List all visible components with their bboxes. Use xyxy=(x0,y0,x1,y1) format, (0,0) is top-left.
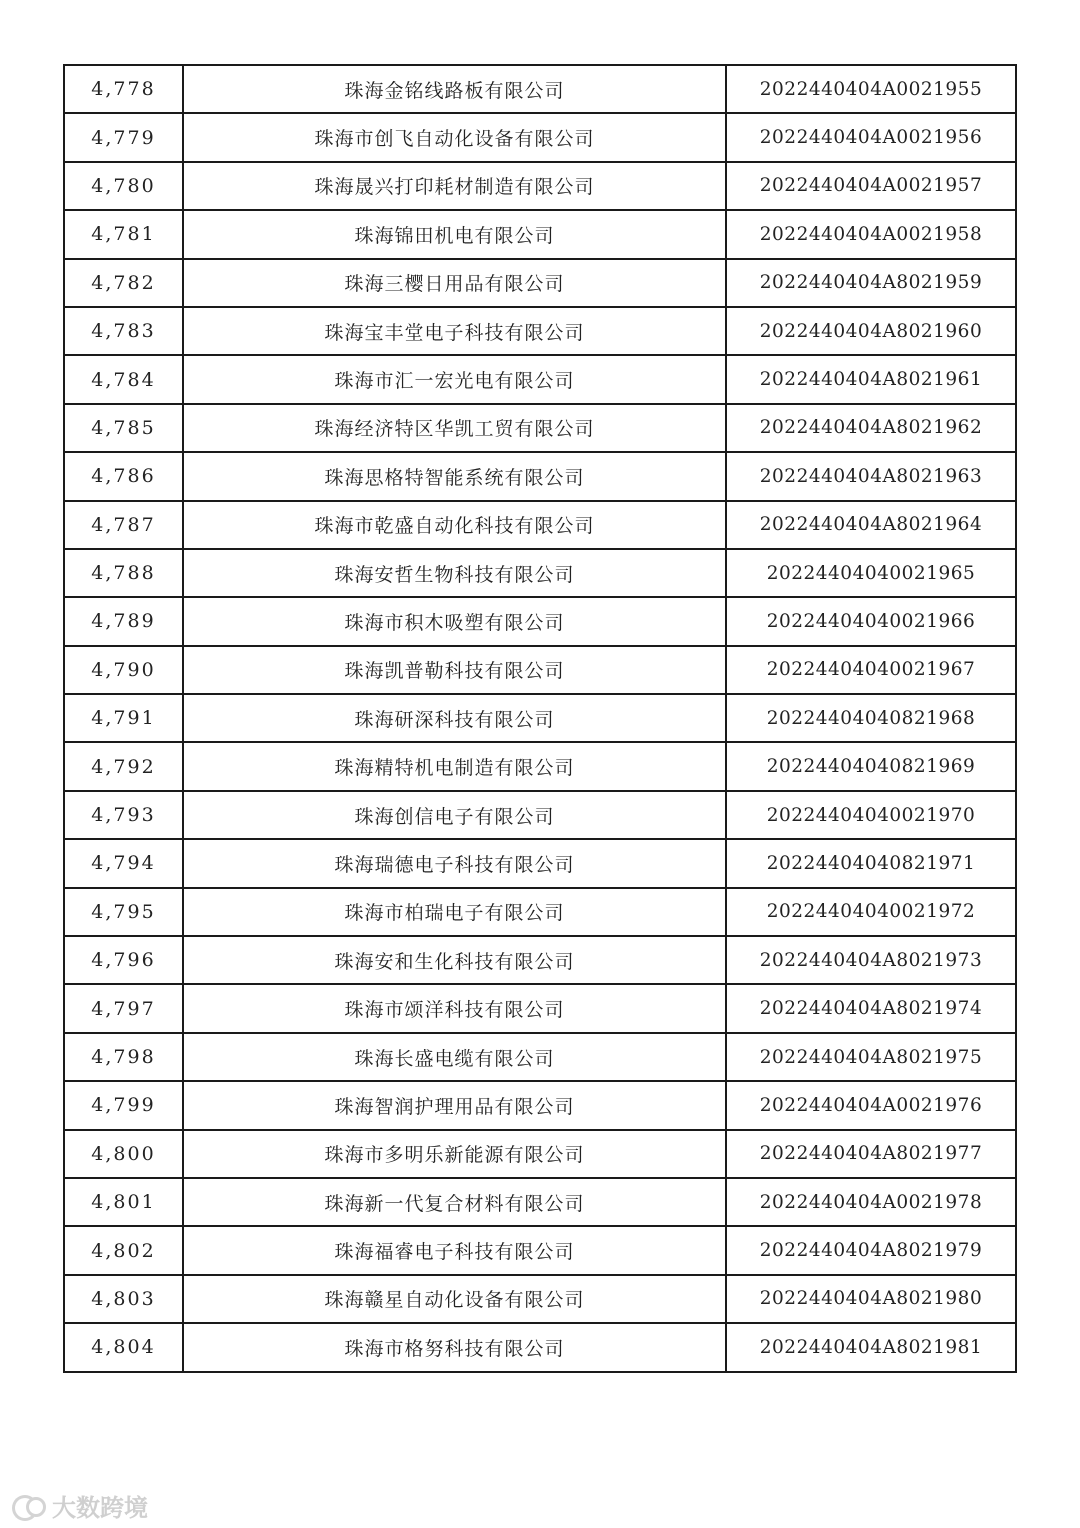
table-row xyxy=(64,1130,1016,1178)
registration-code-cell: 2022440404A8021960 xyxy=(726,307,1016,355)
row-number-cell: 4,795 xyxy=(64,888,183,936)
row-number-cell: 4,784 xyxy=(64,355,183,403)
company-name-cell: 珠海市乾盛自动化科技有限公司 xyxy=(183,501,726,549)
table-row xyxy=(64,452,1016,500)
table-row xyxy=(64,307,1016,355)
company-name-cell: 珠海市积木吸塑有限公司 xyxy=(183,597,726,645)
registration-code-cell: 2022440404A8021980 xyxy=(726,1275,1016,1323)
table-row xyxy=(64,1323,1016,1371)
company-name-cell: 珠海凯普勒科技有限公司 xyxy=(183,646,726,694)
row-number-cell: 4,796 xyxy=(64,936,183,984)
row-number-cell: 4,804 xyxy=(64,1323,183,1371)
registration-code-cell: 2022440404A8021964 xyxy=(726,501,1016,549)
registration-code-cell: 20224404040021967 xyxy=(726,646,1016,694)
registration-code-cell: 2022440404A0021956 xyxy=(726,113,1016,161)
row-number-cell: 4,801 xyxy=(64,1178,183,1226)
company-name-cell: 珠海研深科技有限公司 xyxy=(183,694,726,742)
registration-code-cell: 2022440404A0021955 xyxy=(726,65,1016,113)
table-row xyxy=(64,1033,1016,1081)
row-number-cell: 4,786 xyxy=(64,452,183,500)
company-name-cell: 珠海市格努科技有限公司 xyxy=(183,1323,726,1371)
registration-code-cell: 2022440404A8021963 xyxy=(726,452,1016,500)
registration-code-cell: 20224404040821968 xyxy=(726,694,1016,742)
company-name-cell: 珠海三樱日用品有限公司 xyxy=(183,259,726,307)
row-number-cell: 4,787 xyxy=(64,501,183,549)
row-number-cell: 4,780 xyxy=(64,162,183,210)
company-name-cell: 珠海宝丰堂电子科技有限公司 xyxy=(183,307,726,355)
registration-code-cell: 2022440404A8021973 xyxy=(726,936,1016,984)
table-row xyxy=(64,259,1016,307)
table-row xyxy=(64,501,1016,549)
company-name-cell: 珠海经济特区华凯工贸有限公司 xyxy=(183,404,726,452)
row-number-cell: 4,803 xyxy=(64,1275,183,1323)
table-row xyxy=(64,791,1016,839)
registration-code-cell: 2022440404A8021961 xyxy=(726,355,1016,403)
registration-code-cell: 20224404040021966 xyxy=(726,597,1016,645)
company-name-cell: 珠海长盛电缆有限公司 xyxy=(183,1033,726,1081)
registration-code-cell: 2022440404A8021977 xyxy=(726,1130,1016,1178)
registration-code-cell: 2022440404A0021958 xyxy=(726,210,1016,258)
row-number-cell: 4,778 xyxy=(64,65,183,113)
row-number-cell: 4,798 xyxy=(64,1033,183,1081)
table-row xyxy=(64,936,1016,984)
registration-code-cell: 20224404040821971 xyxy=(726,839,1016,887)
registration-code-cell: 2022440404A8021975 xyxy=(726,1033,1016,1081)
row-number-cell: 4,785 xyxy=(64,404,183,452)
row-number-cell: 4,802 xyxy=(64,1226,183,1274)
registration-code-cell: 2022440404A0021957 xyxy=(726,162,1016,210)
table-row xyxy=(64,1226,1016,1274)
company-name-cell: 珠海市创飞自动化设备有限公司 xyxy=(183,113,726,161)
company-name-cell: 珠海市柏瑞电子有限公司 xyxy=(183,888,726,936)
registration-code-cell: 2022440404A8021979 xyxy=(726,1226,1016,1274)
registration-code-cell: 20224404040021972 xyxy=(726,888,1016,936)
table-row xyxy=(64,597,1016,645)
row-number-cell: 4,793 xyxy=(64,791,183,839)
company-name-cell: 珠海新一代复合材料有限公司 xyxy=(183,1178,726,1226)
company-table-body xyxy=(64,65,1016,1372)
row-number-cell: 4,782 xyxy=(64,259,183,307)
row-number-cell: 4,790 xyxy=(64,646,183,694)
registration-code-cell: 2022440404A0021978 xyxy=(726,1178,1016,1226)
chat-bubbles-logo-icon xyxy=(12,1493,46,1519)
registration-code-cell: 2022440404A8021974 xyxy=(726,984,1016,1032)
row-number-cell: 4,799 xyxy=(64,1081,183,1129)
watermark xyxy=(12,1488,148,1523)
row-number-cell: 4,800 xyxy=(64,1130,183,1178)
company-name-cell: 珠海智润护理用品有限公司 xyxy=(183,1081,726,1129)
company-name-cell: 珠海福睿电子科技有限公司 xyxy=(183,1226,726,1274)
row-number-cell: 4,781 xyxy=(64,210,183,258)
table-row xyxy=(64,1081,1016,1129)
registration-code-cell: 20224404040821969 xyxy=(726,742,1016,790)
row-number-cell: 4,788 xyxy=(64,549,183,597)
table-row xyxy=(64,888,1016,936)
company-table xyxy=(63,64,1017,1373)
row-number-cell: 4,779 xyxy=(64,113,183,161)
row-number-cell: 4,792 xyxy=(64,742,183,790)
table-row xyxy=(64,355,1016,403)
table-row xyxy=(64,162,1016,210)
registration-code-cell: 20224404040021970 xyxy=(726,791,1016,839)
registration-code-cell: 2022440404A8021962 xyxy=(726,404,1016,452)
registration-code-cell: 2022440404A8021981 xyxy=(726,1323,1016,1371)
table-row xyxy=(64,549,1016,597)
table-row xyxy=(64,1178,1016,1226)
row-number-cell: 4,797 xyxy=(64,984,183,1032)
company-name-cell: 珠海金铭线路板有限公司 xyxy=(183,65,726,113)
row-number-cell: 4,794 xyxy=(64,839,183,887)
row-number-cell: 4,783 xyxy=(64,307,183,355)
table-row xyxy=(64,984,1016,1032)
watermark-text: 大数跨境 xyxy=(52,1494,148,1522)
table-row xyxy=(64,113,1016,161)
company-name-cell: 珠海创信电子有限公司 xyxy=(183,791,726,839)
row-number-cell: 4,791 xyxy=(64,694,183,742)
row-number-cell: 4,789 xyxy=(64,597,183,645)
company-name-cell: 珠海市汇一宏光电有限公司 xyxy=(183,355,726,403)
table-row xyxy=(64,646,1016,694)
company-name-cell: 珠海市多明乐新能源有限公司 xyxy=(183,1130,726,1178)
company-name-cell: 珠海瑞德电子科技有限公司 xyxy=(183,839,726,887)
table-row xyxy=(64,210,1016,258)
company-name-cell: 珠海市颂洋科技有限公司 xyxy=(183,984,726,1032)
table-row xyxy=(64,404,1016,452)
registration-code-cell: 2022440404A0021976 xyxy=(726,1081,1016,1129)
table-row xyxy=(64,742,1016,790)
company-name-cell: 珠海赣星自动化设备有限公司 xyxy=(183,1275,726,1323)
company-name-cell: 珠海精特机电制造有限公司 xyxy=(183,742,726,790)
company-name-cell: 珠海晟兴打印耗材制造有限公司 xyxy=(183,162,726,210)
company-name-cell: 珠海安和生化科技有限公司 xyxy=(183,936,726,984)
table-row xyxy=(64,694,1016,742)
table-row xyxy=(64,65,1016,113)
registration-code-cell: 20224404040021965 xyxy=(726,549,1016,597)
table-row xyxy=(64,839,1016,887)
company-name-cell: 珠海锦田机电有限公司 xyxy=(183,210,726,258)
company-name-cell: 珠海思格特智能系统有限公司 xyxy=(183,452,726,500)
company-name-cell: 珠海安哲生物科技有限公司 xyxy=(183,549,726,597)
table-row xyxy=(64,1275,1016,1323)
registration-code-cell: 2022440404A8021959 xyxy=(726,259,1016,307)
